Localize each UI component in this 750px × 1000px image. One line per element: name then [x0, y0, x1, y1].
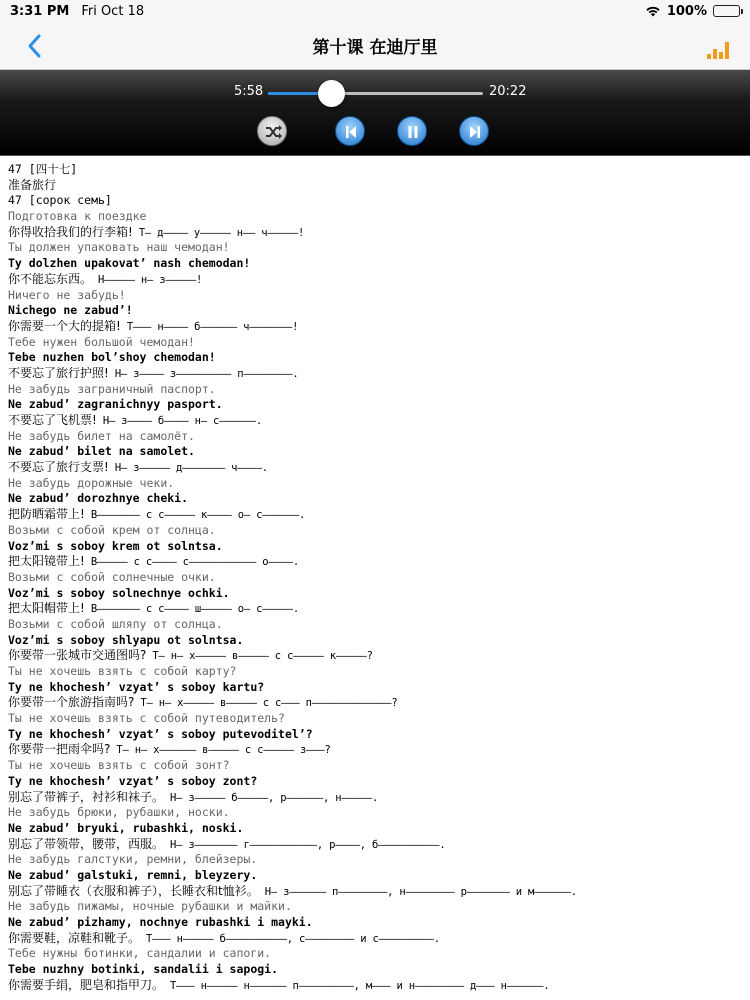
shuffle-button[interactable] [257, 116, 287, 146]
battery-icon [713, 5, 740, 17]
text-line [8, 852, 742, 868]
line-text: 不要忘了旅行护照! [8, 365, 109, 380]
text-line [8, 444, 742, 460]
line-text: 别忘了带领带，腰带，西服。 [8, 836, 165, 851]
line-text: Ty ne khochesh’ vzyat’ s soboy kartu? [8, 679, 265, 694]
line-text: Nichego ne zabud’! [8, 303, 133, 318]
line-text: Tebe nuzhny botinki, sandalii i sapogi. [8, 962, 279, 977]
line-text: Возьми с собой крем от солнца. [8, 522, 216, 537]
text-line [8, 539, 742, 555]
text-line [8, 350, 742, 366]
previous-button[interactable] [335, 116, 365, 146]
text-line [8, 225, 742, 241]
line-text: 别忘了带睡衣（衣服和裤子），长睡衣和t恤衫。 [8, 883, 259, 898]
line-text: 不要忘了飞机票! [8, 413, 97, 427]
line-text: 你需要一个大的提箱! [8, 318, 121, 333]
text-line [8, 366, 742, 382]
line-text: 不要忘了旅行支票! [8, 460, 109, 475]
line-text: 你不能忘东西。 [8, 271, 93, 286]
text-line [8, 319, 742, 335]
line-text: Ty ne khochesh’ vzyat’ s soboy zont? [8, 773, 258, 788]
status-bar [0, 0, 750, 22]
line-text: Ty dolzhen upakovat’ nash chemodan! [8, 256, 251, 271]
text-line [8, 476, 742, 492]
battery-percent: 100% [666, 3, 707, 19]
fill-in-hint: Т——— н————— б——————————, с———————— и с—————————. [146, 932, 440, 945]
skip-next-icon [460, 117, 490, 147]
line-text: Тебе нужен большой чемодан! [8, 334, 195, 349]
line-text: Не забудь билет на самолёт. [8, 428, 195, 443]
text-line [8, 774, 742, 790]
status-date: Fri Oct 18 [81, 3, 145, 19]
fill-in-hint: Т— н— х————— в————— с с————— к—————? [152, 650, 373, 663]
text-line [8, 946, 742, 962]
text-line [8, 209, 742, 225]
line-text: Ne zabud’ pizhamy, nochnye rubashki i mayki. [8, 915, 313, 929]
text-line [8, 617, 742, 633]
line-text: Не забудь брюки, рубашки, носки. [8, 805, 230, 820]
text-line [8, 601, 742, 617]
shuffle-icon [258, 117, 288, 147]
text-line [8, 805, 742, 821]
audio-player [0, 70, 750, 156]
fill-in-hint: Т— д———— у————— н—— ч—————! [138, 226, 305, 239]
text-line [8, 742, 742, 758]
back-button[interactable] [22, 30, 52, 62]
text-line [8, 288, 742, 304]
line-text: Не забудь дорожные чеки. [8, 475, 175, 490]
line-text: Возьми с собой солнечные очки. [8, 569, 216, 584]
text-line [8, 962, 742, 978]
line-text: 你要带一张城市交通图吗? [8, 648, 147, 663]
line-text: 47 [сорок семь] [8, 193, 112, 208]
text-line [8, 429, 742, 445]
text-line [8, 899, 742, 915]
text-line [8, 413, 742, 429]
skip-previous-icon [336, 117, 366, 147]
line-text: Ты не хочешь взять с собой путеводитель? [8, 711, 285, 726]
text-line [8, 758, 742, 774]
text-line [8, 178, 742, 194]
fill-in-hint: В————— с с———— с——————————— о————. [90, 556, 299, 569]
line-text: Ne zabud’ bilet na samolet. [8, 444, 195, 459]
lesson-text [8, 162, 742, 1000]
line-text: 把太阳镜带上! [8, 554, 85, 569]
text-line [8, 711, 742, 727]
line-text: Ты должен упаковать наш чемодан! [8, 240, 230, 255]
text-line [8, 382, 742, 398]
line-text: Не забудь пижамы, ночные рубашки и майки. [8, 899, 292, 914]
fill-in-hint: Н— з———— з————————— п————————. [114, 367, 299, 380]
nav-bar [0, 22, 750, 70]
wifi-icon [645, 5, 661, 17]
line-text: 你需要鞋，凉鞋和靴子。 [8, 930, 141, 945]
line-text: Voz’mi s soboy krem ot solntsa. [8, 538, 223, 553]
line-text: Тебе нужны ботинки, сандалии и сапоги. [8, 946, 272, 961]
fill-in-hint: Н— з————— б—————, р——————, н—————. [170, 791, 379, 804]
pause-button[interactable] [397, 116, 427, 146]
fill-in-hint: Т——— н———— б—————— ч———————! [126, 320, 299, 333]
line-text: Ne zabud’ bryuki, rubashki, noski. [8, 820, 244, 835]
progress-slider[interactable] [268, 92, 483, 95]
text-line [8, 931, 742, 947]
chevron-left-icon [22, 30, 52, 62]
fill-in-hint: В——————— с с———— ш————— о— с—————. [90, 603, 299, 616]
text-line [8, 554, 742, 570]
text-line [8, 837, 742, 853]
line-text: Ты не хочешь взять с собой зонт? [8, 758, 230, 773]
bars-chart-icon [706, 34, 732, 60]
text-line [8, 193, 742, 209]
line-text: Voz’mi s soboy solnechnye ochki. [8, 585, 230, 600]
text-line [8, 303, 742, 319]
text-line [8, 821, 742, 837]
text-line [8, 790, 742, 806]
line-text: Ne zabud’ dorozhnye cheki. [8, 491, 189, 506]
line-text: Не забудь заграничный паспорт. [8, 381, 216, 396]
fill-in-hint: Т— н— х—————— в————— с с————— з———? [116, 744, 331, 757]
text-line [8, 272, 742, 288]
line-text: Ты не хочешь взять с собой карту? [8, 664, 237, 678]
text-line [8, 335, 742, 351]
text-line [8, 884, 742, 900]
text-line [8, 460, 742, 476]
line-text: 47 [四十七] [8, 162, 78, 176]
text-line [8, 648, 742, 664]
text-line [8, 491, 742, 507]
text-line [8, 397, 742, 413]
line-text: Ty ne khochesh’ vzyat’ s soboy putevoditel’? [8, 726, 313, 741]
line-text: 你要带一个旅游指南吗? [8, 695, 135, 710]
text-line [8, 507, 742, 523]
page-title: 第十课 在迪厅里 [312, 38, 438, 58]
text-line [8, 256, 742, 272]
line-text: Подготовка к поездке [8, 209, 147, 224]
line-text: Ne zabud’ zagranichnyy pasport. [8, 397, 223, 412]
text-line [8, 586, 742, 602]
text-line [8, 664, 742, 680]
line-text: 你需要手绢，肥皂和指甲刀。 [8, 977, 165, 992]
fill-in-hint: Н— з——————— г———————————, р————, б——————————. [170, 838, 446, 851]
line-text: Ne zabud’ galstuki, remni, bleyzery. [8, 867, 258, 882]
line-text: 把防晒霜带上! [8, 507, 85, 522]
line-text: Возьми с собой шляпу от солнца. [8, 616, 223, 631]
line-text: 你要带一把雨伞吗? [8, 742, 111, 757]
line-text: Tebe nuzhen bol’shoy chemodan! [8, 350, 216, 365]
text-line [8, 523, 742, 539]
status-right [645, 4, 740, 19]
text-line [8, 633, 742, 649]
line-text: 别忘了带裤子，衬衫和袜子。 [8, 789, 165, 804]
next-button[interactable] [459, 116, 489, 146]
line-text: Ничего не забудь! [8, 287, 126, 302]
text-line [8, 695, 742, 711]
text-line [8, 727, 742, 743]
fill-in-hint: Н— з————— д——————— ч————. [114, 462, 268, 475]
line-text: Не забудь галстуки, ремни, блейзеры. [8, 852, 258, 867]
text-line [8, 868, 742, 884]
playlist-button[interactable] [706, 34, 732, 60]
fill-in-hint: Н— з—————— п————————, н———————— р——————— и м——————. [264, 885, 577, 898]
total-time: 20:22 [489, 84, 527, 99]
status-time: 3:31 PM [10, 3, 70, 19]
fill-in-hint: Н————— н— з—————! [98, 273, 203, 286]
text-line [8, 240, 742, 256]
fill-in-hint: В——————— с с————— к———— о— с——————. [90, 509, 306, 522]
text-line [8, 978, 742, 994]
text-line [8, 680, 742, 696]
fill-in-hint: Т— н— х————— в————— с с——— п—————————————? [140, 697, 398, 710]
pause-icon [398, 117, 428, 147]
fill-in-hint: Н— з———— б———— н— с——————. [102, 415, 262, 427]
line-text: 准备旅行 [8, 177, 57, 192]
fill-in-hint: Т——— н————— н—————— п—————————, м——— и н———————— д——— н——————. [170, 979, 550, 992]
slider-knob[interactable] [318, 80, 345, 107]
text-line [8, 162, 742, 178]
text-line [8, 570, 742, 586]
line-text: 你得收拾我们的行李箱! [8, 224, 133, 239]
line-text: 把太阳帽带上! [8, 601, 85, 616]
line-text: Voz’mi s soboy shlyapu ot solntsa. [8, 632, 244, 647]
text-line [8, 915, 742, 931]
elapsed-time: 5:58 [234, 84, 264, 99]
